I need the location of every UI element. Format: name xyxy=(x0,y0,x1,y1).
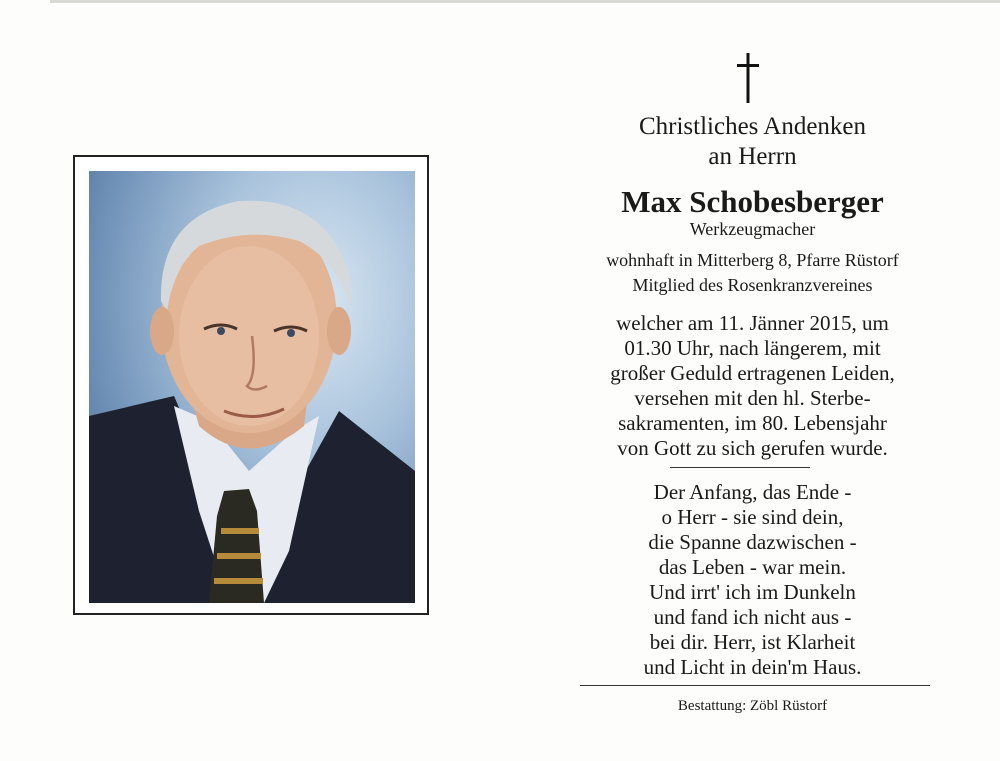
death-text-line: welcher am 11. Jänner 2015, um xyxy=(616,311,889,335)
divider-long xyxy=(580,685,930,686)
cross-icon xyxy=(735,53,761,103)
deceased-name: Max Schobesberger xyxy=(621,184,884,219)
poem-line: o Herr - sie sind dein, xyxy=(661,505,844,529)
funeral-home: Bestattung: Zöbl Rüstorf xyxy=(677,698,828,714)
poem-line: die Spanne dazwischen - xyxy=(648,530,857,554)
death-text-line: großer Geduld ertragenen Leiden, xyxy=(610,361,895,385)
profession: Werkzeugmacher xyxy=(689,219,816,239)
membership: Mitglied des Rosenkranzvereines xyxy=(632,275,873,295)
portrait-illustration xyxy=(89,171,415,603)
death-text-line: sakramenten, im 80. Lebensjahr xyxy=(618,411,887,435)
residence: wohnhaft in Mitterberg 8, Pfarre Rüstorf xyxy=(606,250,899,270)
portrait-frame xyxy=(73,155,429,615)
heading-line-2: an Herrn xyxy=(708,143,797,170)
poem-line: bei dir. Herr, ist Klarheit xyxy=(649,630,856,654)
death-text-line: von Gott zu sich gerufen wurde. xyxy=(617,436,888,460)
poem-line: Und irrt' ich im Dunkeln xyxy=(649,580,856,604)
poem-line: und Licht in dein'm Haus. xyxy=(643,655,862,679)
portrait-photo xyxy=(89,171,415,603)
poem-line: Der Anfang, das Ende - xyxy=(653,480,852,504)
divider-short xyxy=(670,467,810,468)
card-top-edge xyxy=(50,0,1000,3)
death-text-line: 01.30 Uhr, nach längerem, mit xyxy=(624,336,881,360)
heading-line-1: Christliches Andenken xyxy=(638,113,867,140)
death-text-line: versehen mit den hl. Sterbe- xyxy=(634,386,871,410)
poem-line: das Leben - war mein. xyxy=(658,555,847,579)
poem-line: und fand ich nicht aus - xyxy=(653,605,852,629)
